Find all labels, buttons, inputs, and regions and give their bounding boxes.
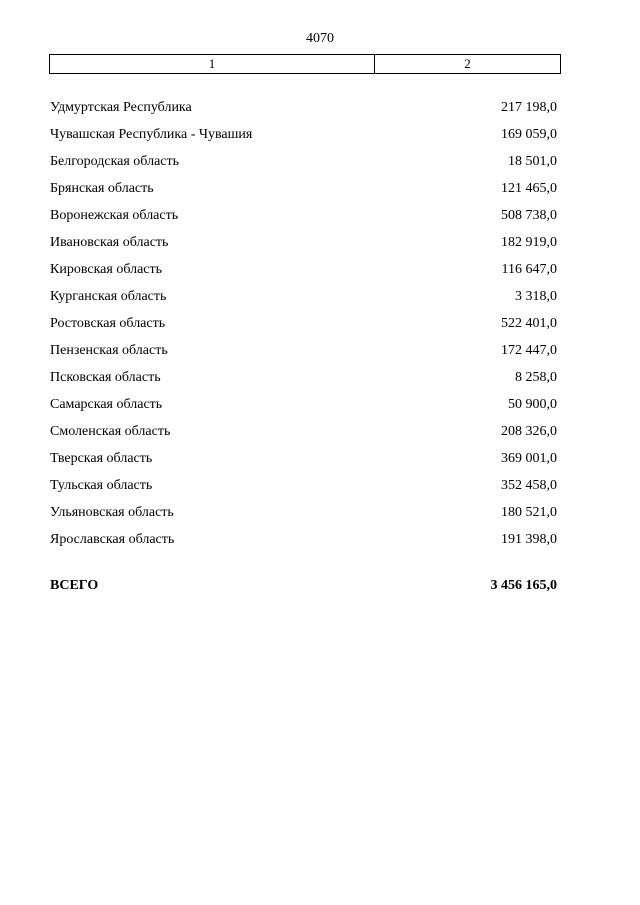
region-value: 352 458,0 [501,478,557,493]
table-row [50,207,557,234]
region-value: 182 919,0 [501,235,557,250]
region-name: Чувашская Республика - Чувашия [50,127,253,142]
table-row [50,450,557,477]
table-row [50,99,557,126]
region-name: Брянская область [50,181,154,196]
region-value: 369 001,0 [501,451,557,466]
total-label: ВСЕГО [50,578,99,593]
region-name: Смоленская область [50,424,171,439]
column-header-1: 1 [50,55,375,73]
region-value: 217 198,0 [501,100,557,115]
region-value: 8 258,0 [515,370,557,385]
region-name: Тверская область [50,451,153,466]
region-value: 169 059,0 [501,127,557,142]
region-name: Курганская область [50,289,167,304]
region-name: Ивановская область [50,235,169,250]
region-name: Ярославская область [50,532,175,547]
total-row [50,577,557,595]
table-row [50,261,557,288]
column-header-row [49,54,561,74]
table-row [50,477,557,504]
region-name: Псковская область [50,370,161,385]
table-row [50,288,557,315]
table-row [50,126,557,153]
region-value: 508 738,0 [501,208,557,223]
region-name: Ульяновская область [50,505,174,520]
region-value: 3 318,0 [515,289,557,304]
table-row [50,180,557,207]
table-row [50,369,557,396]
table-row [50,531,557,558]
region-value: 116 647,0 [501,262,557,277]
table-row [50,315,557,342]
region-name: Воронежская область [50,208,179,223]
table-row [50,423,557,450]
region-value: 208 326,0 [501,424,557,439]
region-name: Тульская область [50,478,153,493]
total-value: 3 456 165,0 [490,578,557,593]
table-row [50,153,557,180]
region-list [50,99,557,558]
region-name: Ростовская область [50,316,166,331]
region-name: Самарская область [50,397,163,412]
region-value: 191 398,0 [501,532,557,547]
region-value: 522 401,0 [501,316,557,331]
region-value: 18 501,0 [508,154,557,169]
region-value: 180 521,0 [501,505,557,520]
region-value: 172 447,0 [501,343,557,358]
region-value: 50 900,0 [508,397,557,412]
table-row [50,504,557,531]
table-row [50,234,557,261]
region-name: Белгородская область [50,154,180,169]
region-name: Удмуртская Республика [50,100,192,115]
page-number: 4070 [306,31,334,46]
table-row [50,342,557,369]
region-name: Кировская область [50,262,163,277]
column-header-2: 2 [464,56,471,71]
table-row [50,396,557,423]
region-name: Пензенская область [50,343,168,358]
region-value: 121 465,0 [501,181,557,196]
